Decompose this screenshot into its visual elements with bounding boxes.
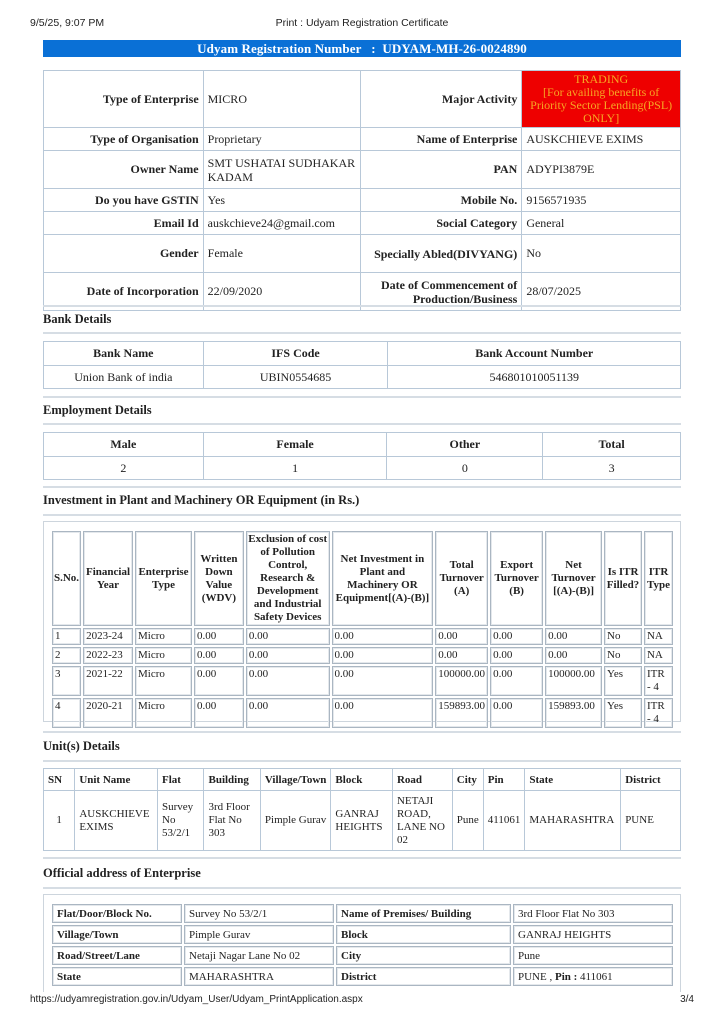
cell: 2 — [52, 647, 81, 664]
table-row — [52, 967, 673, 986]
table-row — [44, 151, 681, 189]
cell: NA — [644, 647, 673, 664]
pin-label: Pin : — [554, 970, 578, 983]
cell: MAHARASHTRA — [525, 791, 621, 851]
type-of-enterprise-label: Type of Enterprise — [44, 71, 204, 128]
cell: 1 — [44, 791, 75, 851]
table-row — [44, 235, 681, 273]
divider — [43, 514, 681, 516]
table-row — [44, 128, 681, 151]
date-of-commencement-value: 28/07/2025 — [522, 273, 681, 311]
registration-label: Udyam Registration Number — [197, 41, 362, 56]
cell: NA — [644, 628, 673, 645]
cell: 0.00 — [246, 647, 330, 664]
table-row — [52, 666, 673, 696]
divider — [43, 332, 681, 334]
cell: 0.00 — [332, 698, 434, 728]
cell: No — [604, 628, 642, 645]
divider — [43, 396, 681, 398]
investment-container — [43, 521, 681, 725]
cell: 159893.00 — [435, 698, 488, 728]
total-header: Total — [543, 433, 681, 457]
cell: 0.00 — [246, 628, 330, 645]
gstin-label: Do you have GSTIN — [44, 189, 204, 212]
major-activity-value — [522, 71, 681, 128]
state-label: State — [52, 967, 182, 986]
cell: Micro — [135, 666, 192, 696]
divider — [43, 857, 681, 859]
date-of-incorporation-value: 22/09/2020 — [203, 273, 360, 311]
page-number: 3/4 — [680, 994, 694, 1005]
mobile-label: Mobile No. — [360, 189, 522, 212]
enterprise-details-table — [43, 70, 681, 311]
print-header — [30, 17, 694, 31]
city-value: Pune — [513, 946, 673, 965]
cell: Yes — [604, 666, 642, 696]
employment-details-title: Employment Details — [43, 403, 152, 417]
net-turnover-header: Net Turnover [(A)-(B)] — [545, 531, 602, 626]
other-header: Other — [387, 433, 543, 457]
unit-name-header: Unit Name — [75, 769, 158, 791]
ifs-code-cell: UBIN0554685 — [203, 366, 388, 389]
cell: 159893.00 — [545, 698, 602, 728]
major-activity-note: [For availing benefits of Priority Sector Lending(PSL) ONLY] — [530, 85, 673, 125]
city-label: City — [336, 946, 511, 965]
village-value: Pimple Gurav — [184, 925, 334, 944]
road-value: Netaji Nagar Lane No 02 — [184, 946, 334, 965]
cell: Micro — [135, 647, 192, 664]
other-count: 0 — [387, 457, 543, 480]
bank-details-title: Bank Details — [43, 312, 112, 326]
village-header: Village/Town — [260, 769, 331, 791]
total-turnover-header: Total Turnover (A) — [435, 531, 488, 626]
divider — [43, 731, 681, 733]
cell: 0.00 — [435, 628, 488, 645]
cell: Pune — [452, 791, 483, 851]
specially-abled-label: Specially Abled(DIVYANG) — [360, 235, 522, 273]
investment-title: Investment in Plant and Machinery OR Equipment (in Rs.) — [43, 493, 360, 507]
table-header-row — [44, 769, 681, 791]
cell: 0.00 — [490, 628, 543, 645]
premises-label: Name of Premises/ Building — [336, 904, 511, 923]
table-row — [44, 457, 681, 480]
account-number-header: Bank Account Number — [388, 342, 681, 366]
table-row — [52, 628, 673, 645]
cell: Pimple Gurav — [260, 791, 331, 851]
divider — [43, 486, 681, 488]
email-label: Email Id — [44, 212, 204, 235]
cell: 0.00 — [194, 628, 244, 645]
cell: 100000.00 — [435, 666, 488, 696]
table-header-row — [44, 342, 681, 366]
table-row — [52, 647, 673, 664]
cell: AUSKCHIEVE EXIMS — [75, 791, 158, 851]
owner-name-label: Owner Name — [44, 151, 204, 189]
district-value: PUNE , — [518, 970, 553, 983]
pin-header: Pin — [483, 769, 525, 791]
table-row — [44, 791, 681, 851]
district-header: District — [621, 769, 681, 791]
page-url: https://udyamregistration.gov.in/Udyam_User/Udyam_PrintApplication.aspx — [30, 994, 363, 1005]
female-header: Female — [203, 433, 387, 457]
premises-value: 3rd Floor Flat No 303 — [513, 904, 673, 923]
official-address-table — [50, 902, 675, 988]
cell: PUNE — [621, 791, 681, 851]
bank-details-table — [43, 341, 681, 389]
date-of-incorporation-label: Date of Incorporation — [44, 273, 204, 311]
cell: 0.00 — [332, 628, 434, 645]
print-title: Print : Udyam Registration Certificate — [275, 17, 449, 29]
divider — [43, 423, 681, 425]
export-turnover-header: Export Turnover (B) — [490, 531, 543, 626]
registration-number-bar — [43, 40, 681, 57]
table-row — [52, 698, 673, 728]
cell: 0.00 — [490, 647, 543, 664]
cell: 3 — [52, 666, 81, 696]
road-header: Road — [392, 769, 452, 791]
divider — [43, 760, 681, 762]
type-of-enterprise-value: MICRO — [203, 71, 360, 128]
gender-value: Female — [203, 235, 360, 273]
divider — [43, 887, 681, 889]
date-of-commencement-label: Date of Commencement of Production/Business — [360, 273, 522, 311]
investment-table — [50, 529, 675, 730]
type-of-organisation-value: Proprietary — [203, 128, 360, 151]
table-row — [52, 904, 673, 923]
cell: 0.00 — [545, 628, 602, 645]
cell: No — [604, 647, 642, 664]
exclusion-cost-header: Exclusion of cost of Pollution Control, Research & Development and Industrial Safety Devices — [246, 531, 330, 626]
table-row — [44, 189, 681, 212]
cell: Yes — [604, 698, 642, 728]
social-category-label: Social Category — [360, 212, 522, 235]
flat-header: Flat — [158, 769, 204, 791]
cell: 4 — [52, 698, 81, 728]
official-address-title: Official address of Enterprise — [43, 866, 201, 880]
table-row — [52, 946, 673, 965]
specially-abled-value: No — [522, 235, 681, 273]
building-header: Building — [204, 769, 260, 791]
net-investment-header: Net Investment in Plant and Machinery OR Equipment[(A)-(B)] — [332, 531, 434, 626]
cell: 2023-24 — [83, 628, 133, 645]
district-pin-value — [513, 967, 673, 986]
registration-number: UDYAM-MH-26-0024890 — [382, 41, 527, 56]
enterprise-type-header: Enterprise Type — [135, 531, 192, 626]
name-of-enterprise-value: AUSKCHIEVE EXIMS — [522, 128, 681, 151]
state-header: State — [525, 769, 621, 791]
pan-value: ADYPI3879E — [522, 151, 681, 189]
block-label: Block — [336, 925, 511, 944]
pan-label: PAN — [360, 151, 522, 189]
cell: 0.00 — [194, 698, 244, 728]
cell: 0.00 — [545, 647, 602, 664]
sno-header: S.No. — [52, 531, 81, 626]
registration-separator: : — [371, 41, 376, 56]
cell: Micro — [135, 628, 192, 645]
flat-label: Flat/Door/Block No. — [52, 904, 182, 923]
cell: Survey No 53/2/1 — [158, 791, 204, 851]
itr-filed-header: Is ITR Filled? — [604, 531, 642, 626]
cell: 0.00 — [332, 666, 434, 696]
cell: 0.00 — [194, 647, 244, 664]
cell: 0.00 — [490, 698, 543, 728]
cell: 0.00 — [246, 666, 330, 696]
road-label: Road/Street/Lane — [52, 946, 182, 965]
cell: 0.00 — [246, 698, 330, 728]
cell: NETAJI ROAD, LANE NO 02 — [392, 791, 452, 851]
financial-year-header: Financial Year — [83, 531, 133, 626]
type-of-organisation-label: Type of Organisation — [44, 128, 204, 151]
social-category-value: General — [522, 212, 681, 235]
email-value: auskchieve24@gmail.com — [203, 212, 360, 235]
table-header-row — [44, 433, 681, 457]
block-header: Block — [331, 769, 393, 791]
state-value: MAHARASHTRA — [184, 967, 334, 986]
female-count: 1 — [203, 457, 387, 480]
major-activity-label: Major Activity — [360, 71, 522, 128]
official-address-container — [43, 894, 681, 992]
table-header-row — [52, 531, 673, 626]
cell: 2020-21 — [83, 698, 133, 728]
gender-label: Gender — [44, 235, 204, 273]
mobile-value: 9156571935 — [522, 189, 681, 212]
account-number-cell: 546801010051139 — [388, 366, 681, 389]
table-row — [44, 212, 681, 235]
divider — [43, 305, 681, 307]
cell: 2021-22 — [83, 666, 133, 696]
major-activity-type: TRADING — [574, 72, 629, 86]
city-header: City — [452, 769, 483, 791]
flat-value: Survey No 53/2/1 — [184, 904, 334, 923]
cell: 1 — [52, 628, 81, 645]
wdv-header: Written Down Value (WDV) — [194, 531, 244, 626]
table-row — [44, 366, 681, 389]
cell: 2022-23 — [83, 647, 133, 664]
units-table — [43, 768, 681, 851]
ifs-code-header: IFS Code — [203, 342, 388, 366]
cell: 100000.00 — [545, 666, 602, 696]
cell: Micro — [135, 698, 192, 728]
cell: ITR - 4 — [644, 698, 673, 728]
cell: 0.00 — [194, 666, 244, 696]
male-count: 2 — [44, 457, 204, 480]
cell: 0.00 — [435, 647, 488, 664]
district-label: District — [336, 967, 511, 986]
owner-name-value: SMT USHATAI SUDHAKAR KADAM — [203, 151, 360, 189]
gstin-value: Yes — [203, 189, 360, 212]
male-header: Male — [44, 433, 204, 457]
units-title: Unit(s) Details — [43, 739, 120, 753]
pin-value: 411061 — [580, 970, 613, 983]
cell: ITR - 4 — [644, 666, 673, 696]
village-label: Village/Town — [52, 925, 182, 944]
cell: 3rd Floor Flat No 303 — [204, 791, 260, 851]
name-of-enterprise-label: Name of Enterprise — [360, 128, 522, 151]
block-value: GANRAJ HEIGHTS — [513, 925, 673, 944]
sn-header: SN — [44, 769, 75, 791]
print-datetime: 9/5/25, 9:07 PM — [30, 17, 105, 29]
cell: 0.00 — [490, 666, 543, 696]
cell: GANRAJ HEIGHTS — [331, 791, 393, 851]
itr-type-header: ITR Type — [644, 531, 673, 626]
total-count: 3 — [543, 457, 681, 480]
table-row — [52, 925, 673, 944]
table-row — [44, 71, 681, 128]
cell: 0.00 — [332, 647, 434, 664]
cell: 411061 — [483, 791, 525, 851]
bank-name-cell: Union Bank of india — [44, 366, 204, 389]
bank-name-header: Bank Name — [44, 342, 204, 366]
employment-details-table — [43, 432, 681, 480]
